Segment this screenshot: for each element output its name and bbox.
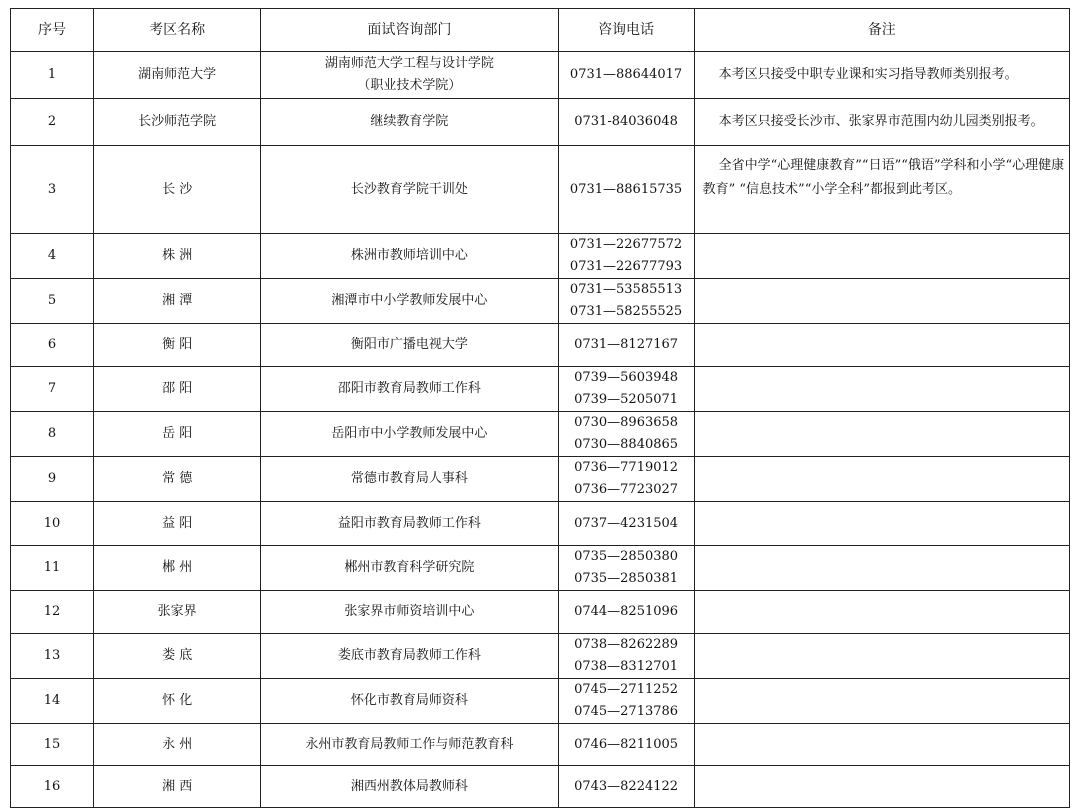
dept-line: 郴州市教育科学研究院 bbox=[344, 560, 475, 575]
cell-dept bbox=[261, 502, 558, 546]
exam-area-table-sheet bbox=[10, 8, 1080, 808]
cell-phone bbox=[558, 234, 694, 279]
cell-area: 邵 阳 bbox=[94, 367, 261, 412]
cell-dept bbox=[261, 279, 558, 324]
table-row bbox=[11, 634, 1070, 679]
cell-dept bbox=[261, 634, 558, 679]
table-row bbox=[11, 457, 1070, 502]
dept-line: 湘西州教体局教师科 bbox=[350, 778, 468, 794]
cell-no: 11 bbox=[11, 546, 94, 591]
dept-line: 湘潭市中小学教师发展中心 bbox=[331, 293, 488, 308]
cell-dept bbox=[261, 457, 558, 502]
cell-note bbox=[694, 457, 1069, 502]
dept-line: 永州市教育局教师工作与师范教育科 bbox=[305, 736, 514, 752]
cell-dept bbox=[261, 234, 558, 279]
cell-dept bbox=[261, 591, 558, 634]
cell-area: 长沙师范学院 bbox=[94, 99, 261, 146]
table-body bbox=[11, 52, 1070, 808]
phone-number: 0730—8963658 bbox=[574, 415, 679, 430]
cell-dept bbox=[261, 546, 558, 591]
cell-dept bbox=[261, 99, 558, 146]
cell-no: 15 bbox=[11, 724, 94, 766]
cell-area: 常 德 bbox=[94, 457, 261, 502]
exam-area-table bbox=[10, 8, 1070, 808]
cell-note bbox=[694, 679, 1069, 724]
cell-phone bbox=[558, 634, 694, 679]
cell-area: 益 阳 bbox=[94, 502, 261, 546]
cell-phone bbox=[558, 546, 694, 591]
cell-note bbox=[694, 279, 1069, 324]
cell-note: 本考区只接受长沙市、张家界市范围内幼儿园类别报考。 bbox=[694, 99, 1069, 146]
cell-note bbox=[694, 234, 1069, 279]
dept-line: 怀化市教育局师资科 bbox=[350, 693, 468, 708]
cell-no: 6 bbox=[11, 324, 94, 367]
table-row bbox=[11, 591, 1070, 634]
cell-area: 衡 阳 bbox=[94, 324, 261, 367]
cell-note bbox=[694, 591, 1069, 634]
cell-area: 湖南师范大学 bbox=[94, 52, 261, 99]
cell-area: 湘 西 bbox=[94, 766, 261, 808]
cell-no: 8 bbox=[11, 412, 94, 457]
dept-line: 娄底市教育局教师工作科 bbox=[337, 648, 481, 663]
table-row bbox=[11, 724, 1070, 766]
cell-phone bbox=[558, 766, 694, 808]
cell-area: 张家界 bbox=[94, 591, 261, 634]
phone-number: 0731—22677793 bbox=[569, 259, 683, 274]
header-note: 备注 bbox=[694, 9, 1069, 52]
cell-note bbox=[694, 634, 1069, 679]
cell-area: 郴 州 bbox=[94, 546, 261, 591]
table-row bbox=[11, 146, 1070, 234]
cell-no: 4 bbox=[11, 234, 94, 279]
phone-number: 0731—88644017 bbox=[569, 67, 683, 82]
table-row bbox=[11, 324, 1070, 367]
table-row bbox=[11, 412, 1070, 457]
cell-phone bbox=[558, 724, 694, 766]
phone-number: 0731—8127167 bbox=[574, 337, 679, 352]
cell-note bbox=[694, 367, 1069, 412]
cell-no: 10 bbox=[11, 502, 94, 546]
cell-note bbox=[694, 412, 1069, 457]
cell-note bbox=[694, 766, 1069, 808]
dept-line: 张家界市师资培训中心 bbox=[344, 604, 475, 619]
dept-line: 湖南师范大学工程与设计学院 bbox=[324, 56, 494, 71]
cell-no: 16 bbox=[11, 766, 94, 808]
phone-number: 0730—8840865 bbox=[574, 437, 679, 452]
phone-number: 0735—2850380 bbox=[574, 549, 679, 564]
cell-phone bbox=[558, 146, 694, 234]
phone-number: 0745—2713786 bbox=[574, 704, 679, 719]
cell-dept bbox=[261, 766, 558, 808]
phone-number: 0738—8262289 bbox=[574, 637, 679, 652]
phone-number: 0731—53585513 bbox=[569, 282, 683, 297]
cell-dept bbox=[261, 324, 558, 367]
cell-area: 娄 底 bbox=[94, 634, 261, 679]
table-row bbox=[11, 99, 1070, 146]
cell-dept bbox=[261, 724, 558, 766]
phone-number: 0744—8251096 bbox=[574, 604, 679, 619]
cell-area: 永 州 bbox=[94, 724, 261, 766]
cell-dept bbox=[261, 146, 558, 234]
dept-line: 继续教育学院 bbox=[370, 114, 449, 129]
cell-phone bbox=[558, 367, 694, 412]
phone-number: 0731—58255525 bbox=[569, 304, 683, 319]
cell-no: 3 bbox=[11, 146, 94, 234]
phone-number: 0745—2711252 bbox=[574, 682, 679, 697]
cell-no: 12 bbox=[11, 591, 94, 634]
phone-number: 0738—8312701 bbox=[574, 659, 679, 674]
cell-phone bbox=[558, 457, 694, 502]
phone-number: 0743—8224122 bbox=[574, 778, 679, 794]
cell-no: 9 bbox=[11, 457, 94, 502]
phone-number: 0736—7723027 bbox=[574, 482, 679, 497]
dept-line: 衡阳市广播电视大学 bbox=[350, 337, 468, 352]
phone-number: 0739—5205071 bbox=[574, 392, 679, 407]
cell-no: 1 bbox=[11, 52, 94, 99]
cell-dept bbox=[261, 52, 558, 99]
cell-dept bbox=[261, 367, 558, 412]
header-no: 序号 bbox=[11, 9, 94, 52]
dept-line: 长沙教育学院干训处 bbox=[350, 181, 468, 197]
cell-note: 本考区只接受中职专业课和实习指导教师类别报考。 bbox=[694, 52, 1069, 99]
cell-phone bbox=[558, 99, 694, 146]
header-phone: 咨询电话 bbox=[558, 9, 694, 52]
table-row bbox=[11, 52, 1070, 99]
cell-dept bbox=[261, 679, 558, 724]
table-row bbox=[11, 234, 1070, 279]
cell-no: 13 bbox=[11, 634, 94, 679]
cell-phone bbox=[558, 324, 694, 367]
cell-note bbox=[694, 502, 1069, 546]
phone-number: 0746—8211005 bbox=[574, 736, 679, 752]
cell-note bbox=[694, 546, 1069, 591]
table-row bbox=[11, 502, 1070, 546]
phone-number: 0731-84036048 bbox=[574, 114, 678, 129]
cell-no: 5 bbox=[11, 279, 94, 324]
dept-line: （职业技术学院） bbox=[357, 78, 462, 93]
phone-number: 0739—5603948 bbox=[574, 370, 679, 385]
table-row bbox=[11, 679, 1070, 724]
dept-line: 邵阳市教育局教师工作科 bbox=[337, 381, 481, 396]
cell-no: 7 bbox=[11, 367, 94, 412]
dept-line: 常德市教育局人事科 bbox=[350, 471, 468, 486]
cell-phone bbox=[558, 591, 694, 634]
phone-number: 0736—7719012 bbox=[574, 460, 679, 475]
phone-number: 0737—4231504 bbox=[574, 515, 679, 531]
phone-number: 0731—88615735 bbox=[569, 181, 683, 197]
cell-no: 2 bbox=[11, 99, 94, 146]
cell-phone bbox=[558, 412, 694, 457]
cell-phone bbox=[558, 502, 694, 546]
cell-phone bbox=[558, 679, 694, 724]
dept-line: 岳阳市中小学教师发展中心 bbox=[331, 426, 488, 441]
header-area: 考区名称 bbox=[94, 9, 261, 52]
cell-note bbox=[694, 724, 1069, 766]
table-row bbox=[11, 279, 1070, 324]
header-dept: 面试咨询部门 bbox=[261, 9, 558, 52]
dept-line: 株洲市教师培训中心 bbox=[350, 248, 468, 263]
cell-area: 岳 阳 bbox=[94, 412, 261, 457]
cell-note: 全省中学“心理健康教育”“日语”“俄语”学科和小学“心理健康教育” “信息技术”“小学全科”都报到此考区。 bbox=[694, 146, 1069, 234]
cell-phone bbox=[558, 279, 694, 324]
table-row bbox=[11, 546, 1070, 591]
cell-phone bbox=[558, 52, 694, 99]
phone-number: 0735—2850381 bbox=[574, 571, 679, 586]
cell-no: 14 bbox=[11, 679, 94, 724]
cell-note bbox=[694, 324, 1069, 367]
table-row bbox=[11, 766, 1070, 808]
cell-area: 怀 化 bbox=[94, 679, 261, 724]
cell-area: 长 沙 bbox=[94, 146, 261, 234]
table-row bbox=[11, 367, 1070, 412]
phone-number: 0731—22677572 bbox=[569, 237, 683, 252]
cell-area: 株 洲 bbox=[94, 234, 261, 279]
dept-line: 益阳市教育局教师工作科 bbox=[337, 515, 481, 531]
cell-dept bbox=[261, 412, 558, 457]
table-header-row bbox=[11, 9, 1070, 52]
cell-area: 湘 潭 bbox=[94, 279, 261, 324]
